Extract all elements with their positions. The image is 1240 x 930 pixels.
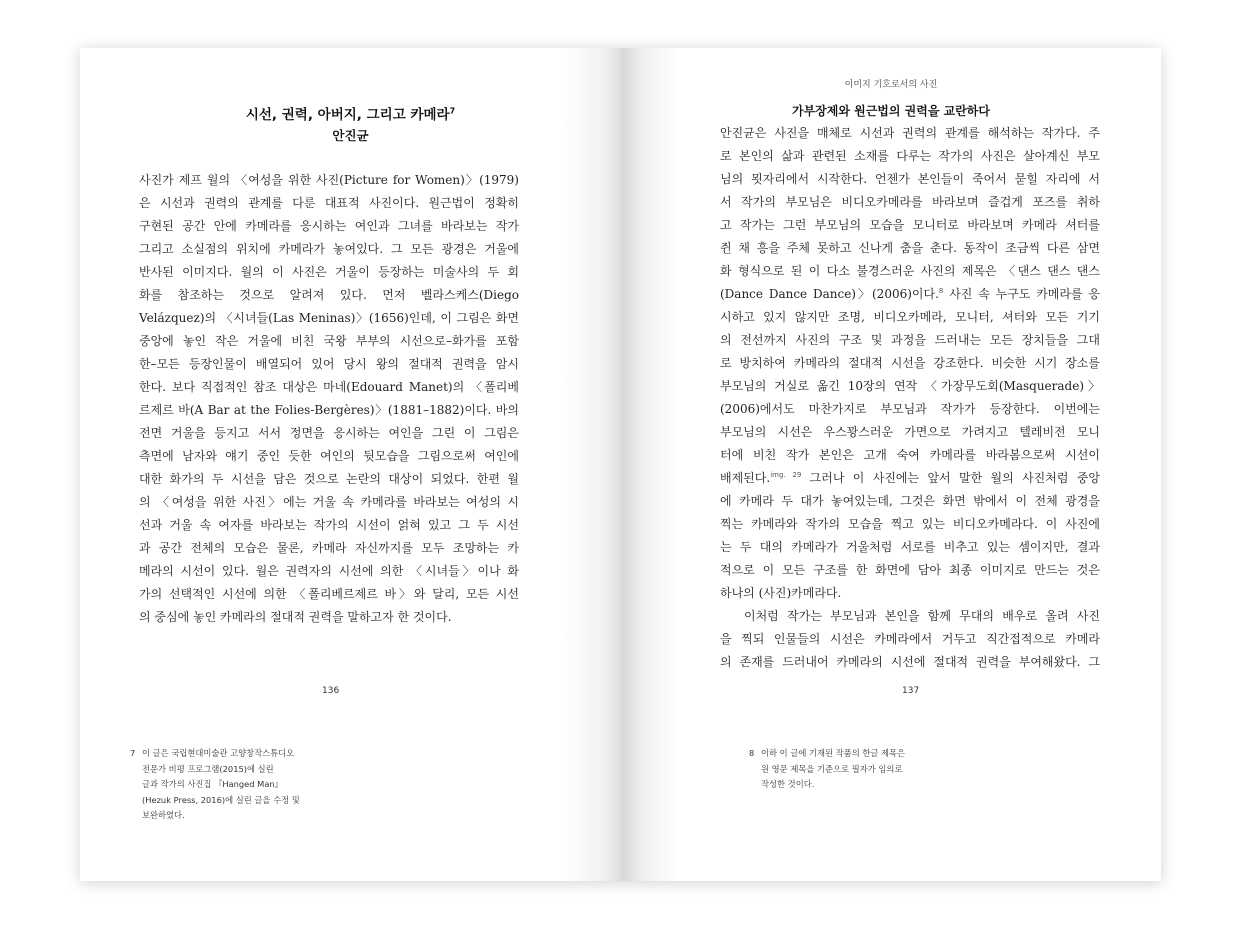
text-line: 선과 거울 속 여자를 바라보는 작가의 시선이 얽혀 있고 그 두 시선 xyxy=(139,518,519,532)
footnote xyxy=(749,746,905,793)
left-body-text xyxy=(139,169,519,629)
text-line: 사진가 제프 월의 〈여성을 위한 사진(Picture for Women)〉(1979) xyxy=(139,173,519,187)
text-line: 르제르 바(A Bar at the Folies-Bergères)〉(1881–1882)이다. 바의 xyxy=(139,403,519,417)
text-line: 이처럼 작가는 부모님과 본인을 함께 무대의 배우로 올려 사진 xyxy=(744,609,1100,623)
text-line-with-note xyxy=(720,467,1100,490)
title-footnote-mark: 7 xyxy=(449,106,456,116)
text-line: 한다. 보다 직접적인 참조 대상은 마네(Edouard Manet)의 〈폴리베 xyxy=(139,380,519,394)
text-line: (2006)에서도 마찬가지로 부모님과 작가가 등장한다. 이번에는 xyxy=(720,402,1100,416)
page-number: 137 xyxy=(902,686,920,696)
text-line: 부모님의 거실로 옮긴 10장의 연작 〈가장무도회(Masquerade)〉 xyxy=(720,379,1100,393)
text-line-with-note xyxy=(720,283,1100,306)
footnote-line: 원 영문 제목을 기준으로 필자가 임의로 xyxy=(761,763,903,774)
text-line: 서 작가의 부모님은 비디오카메라를 바라보며 즐겁게 포즈를 취하 xyxy=(720,195,1100,209)
text-line: 부모님의 시선은 우스꽝스러운 가면으로 가려지고 텔레비전 모니 xyxy=(720,425,1100,439)
text-line: 대한 화가의 두 시선을 담은 것으로 논란의 대상이 되었다. 한편 월 xyxy=(139,472,519,486)
image-reference-mark: img. 29 xyxy=(770,471,802,479)
footnote-line: 이 글은 국립현대미술관 고양창작스튜디오 xyxy=(142,748,295,758)
text-fragment: 배제된다. xyxy=(720,471,771,485)
text-line: 은 시선과 권력의 관계를 다룬 대표적 사진이다. 원근법이 정확히 xyxy=(139,196,519,210)
text-line: 하나의 (사진)카메라다. xyxy=(720,586,842,600)
footnote-line: 작성한 것이다. xyxy=(761,779,815,789)
text-line: 의 전선까지 사진의 구조 및 과정을 드러내는 모든 장치들을 그대 xyxy=(720,333,1100,347)
gutter-shadow-left xyxy=(561,48,621,881)
left-page xyxy=(80,48,621,881)
text-fragment: 그러나 이 사진에는 앞서 말한 월의 사진처럼 중앙 xyxy=(801,471,1100,485)
text-fragment: 사진 속 누구도 카메라를 응 xyxy=(943,287,1100,301)
essay-title: 시선, 권력, 아버지, 그리고 카메라$^7$ xyxy=(245,106,456,123)
text-line: 에 카메라 두 대가 놓여있는데, 그것은 화면 밖에서 이 전체 광경을 xyxy=(720,494,1100,508)
section-heading: 가부장제와 원근법의 권력을 교란하다 xyxy=(791,104,990,118)
footnote xyxy=(130,746,300,824)
text-line: 터에 비친 작가 본인은 고개 숙여 카메라를 바라봄으로써 시선이 xyxy=(720,448,1100,462)
text-fragment: (Dance Dance Dance)〉(2006)이다. xyxy=(720,287,939,301)
footnote-line: (Hezuk Press, 2016)에 실린 글을 수정 및 xyxy=(142,794,300,805)
text-line: 로 본인의 삶과 관련된 소재를 다루는 작가의 사진은 살아계신 부모 xyxy=(720,149,1100,163)
footnote-number: 7 xyxy=(130,748,136,758)
text-line: 는 두 대의 카메라가 거울처럼 서로를 비추고 있는 셈이지만, 결과 xyxy=(720,540,1100,554)
text-line: 의 중심에 놓인 카메라의 절대적 권력을 말하고자 한 것이다. xyxy=(139,610,452,624)
text-line: 안진균은 사진을 매체로 시선과 권력의 관계를 해석하는 작가다. 주 xyxy=(720,126,1100,140)
footnote-line: 글과 작가의 사진집 『Hanged Man』 xyxy=(142,779,283,789)
right-page xyxy=(621,48,1161,881)
text-line: 찍는 카메라와 작가의 모습을 찍고 있는 비디오카메라다. 이 사진에 xyxy=(720,517,1100,531)
text-line: 중앙에 놓인 작은 거울에 비친 국왕 부부의 시선으로–화가를 포함 xyxy=(139,334,519,348)
right-body-text xyxy=(720,122,1100,674)
text-line: 적으로 이 모든 구조를 한 화면에 담아 최종 이미지로 만드는 것은 xyxy=(720,563,1100,577)
book-spread xyxy=(80,48,1161,881)
text-line: Velázquez)의 〈시녀들(Las Meninas)〉(1656)인데, 이 그림은 화면 xyxy=(139,311,519,325)
footnote-line: 이하 이 글에 기재된 작품의 한글 제목은 xyxy=(761,748,906,758)
text-line: 측면에 남자와 얘기 중인 듯한 여인의 뒷모습을 그림으로써 여인에 xyxy=(139,449,519,463)
essay-author: 안진균 xyxy=(332,128,369,143)
text-line: 쥔 채 흥을 주체 못하고 신나게 춤을 춘다. 동작이 조금씩 다른 삼면 xyxy=(720,241,1100,255)
footnote-mark: 8 xyxy=(938,287,944,295)
text-line: 화 형식으로 된 이 다소 불경스러운 사진의 제목은 〈댄스 댄스 댄스 xyxy=(720,264,1100,278)
text-line: 의 존재를 드러내어 카메라의 시선에 절대적 권력을 부여해왔다. 그 xyxy=(720,655,1100,669)
footnote-line: 보완하였다. xyxy=(142,810,185,820)
text-line: 전면 거울을 등지고 서서 정면을 응시하는 여인을 그린 이 그림은 xyxy=(139,426,519,440)
text-line: 화를 참조하는 것으로 알려져 있다. 먼저 벨라스케스(Diego xyxy=(139,288,519,302)
text-line: 로 방치하여 카메라의 절대적 시선을 강조한다. 비슷한 시기 장소를 xyxy=(720,356,1100,370)
text-line: 메라의 시선이 있다. 월은 권력자의 시선에 의한 〈시녀들〉이나 화 xyxy=(139,564,519,578)
text-line: 시하고 있지 않지만 조명, 비디오카메라, 모니터, 셔터와 모든 기기 xyxy=(720,310,1100,324)
text-line: 구현된 공간 안에 카메라를 응시하는 여인과 그녀를 바라보는 작가 xyxy=(139,219,519,233)
text-line: 님의 묏자리에서 시작한다. 언젠가 본인들이 죽어서 묻힐 자리에 서 xyxy=(720,172,1100,186)
text-line: 반사된 이미지다. 월의 이 사진은 거울이 등장하는 미술사의 두 회 xyxy=(139,265,519,279)
footnote-line: 전문가 비평 프로그램(2015)에 실린 xyxy=(142,763,274,774)
text-line: 을 찍되 인물들의 시선은 카메라에서 거두고 직간접적으로 카메라 xyxy=(720,632,1100,646)
text-line: 과 공간 전체의 모습은 물론, 카메라 자신까지를 모두 조망하는 카 xyxy=(139,541,519,555)
running-head: 이미지 기호로서의 사진 xyxy=(844,80,938,90)
text-line: 한–모든 등장인물이 배열되어 있어 당시 왕의 절대적 권력을 암시 xyxy=(139,357,519,371)
text-line: 가의 선택적인 시선에 의한 〈폴리베르제르 바〉와 달리, 모든 시선 xyxy=(139,587,519,601)
gutter-shadow-right xyxy=(621,48,681,881)
footnote-number: 8 xyxy=(749,748,755,758)
text-line: 그리고 소실점의 위치에 카메라가 놓여있다. 그 모든 광경은 거울에 xyxy=(139,242,519,256)
text-line: 고 작가는 그런 부모님의 모습을 모니터로 바라보며 카메라 셔터를 xyxy=(720,218,1100,232)
page-number: 136 xyxy=(322,686,340,696)
text-line: 의 〈여성을 위한 사진〉에는 거울 속 카메라를 바라보는 여성의 시 xyxy=(139,495,519,509)
